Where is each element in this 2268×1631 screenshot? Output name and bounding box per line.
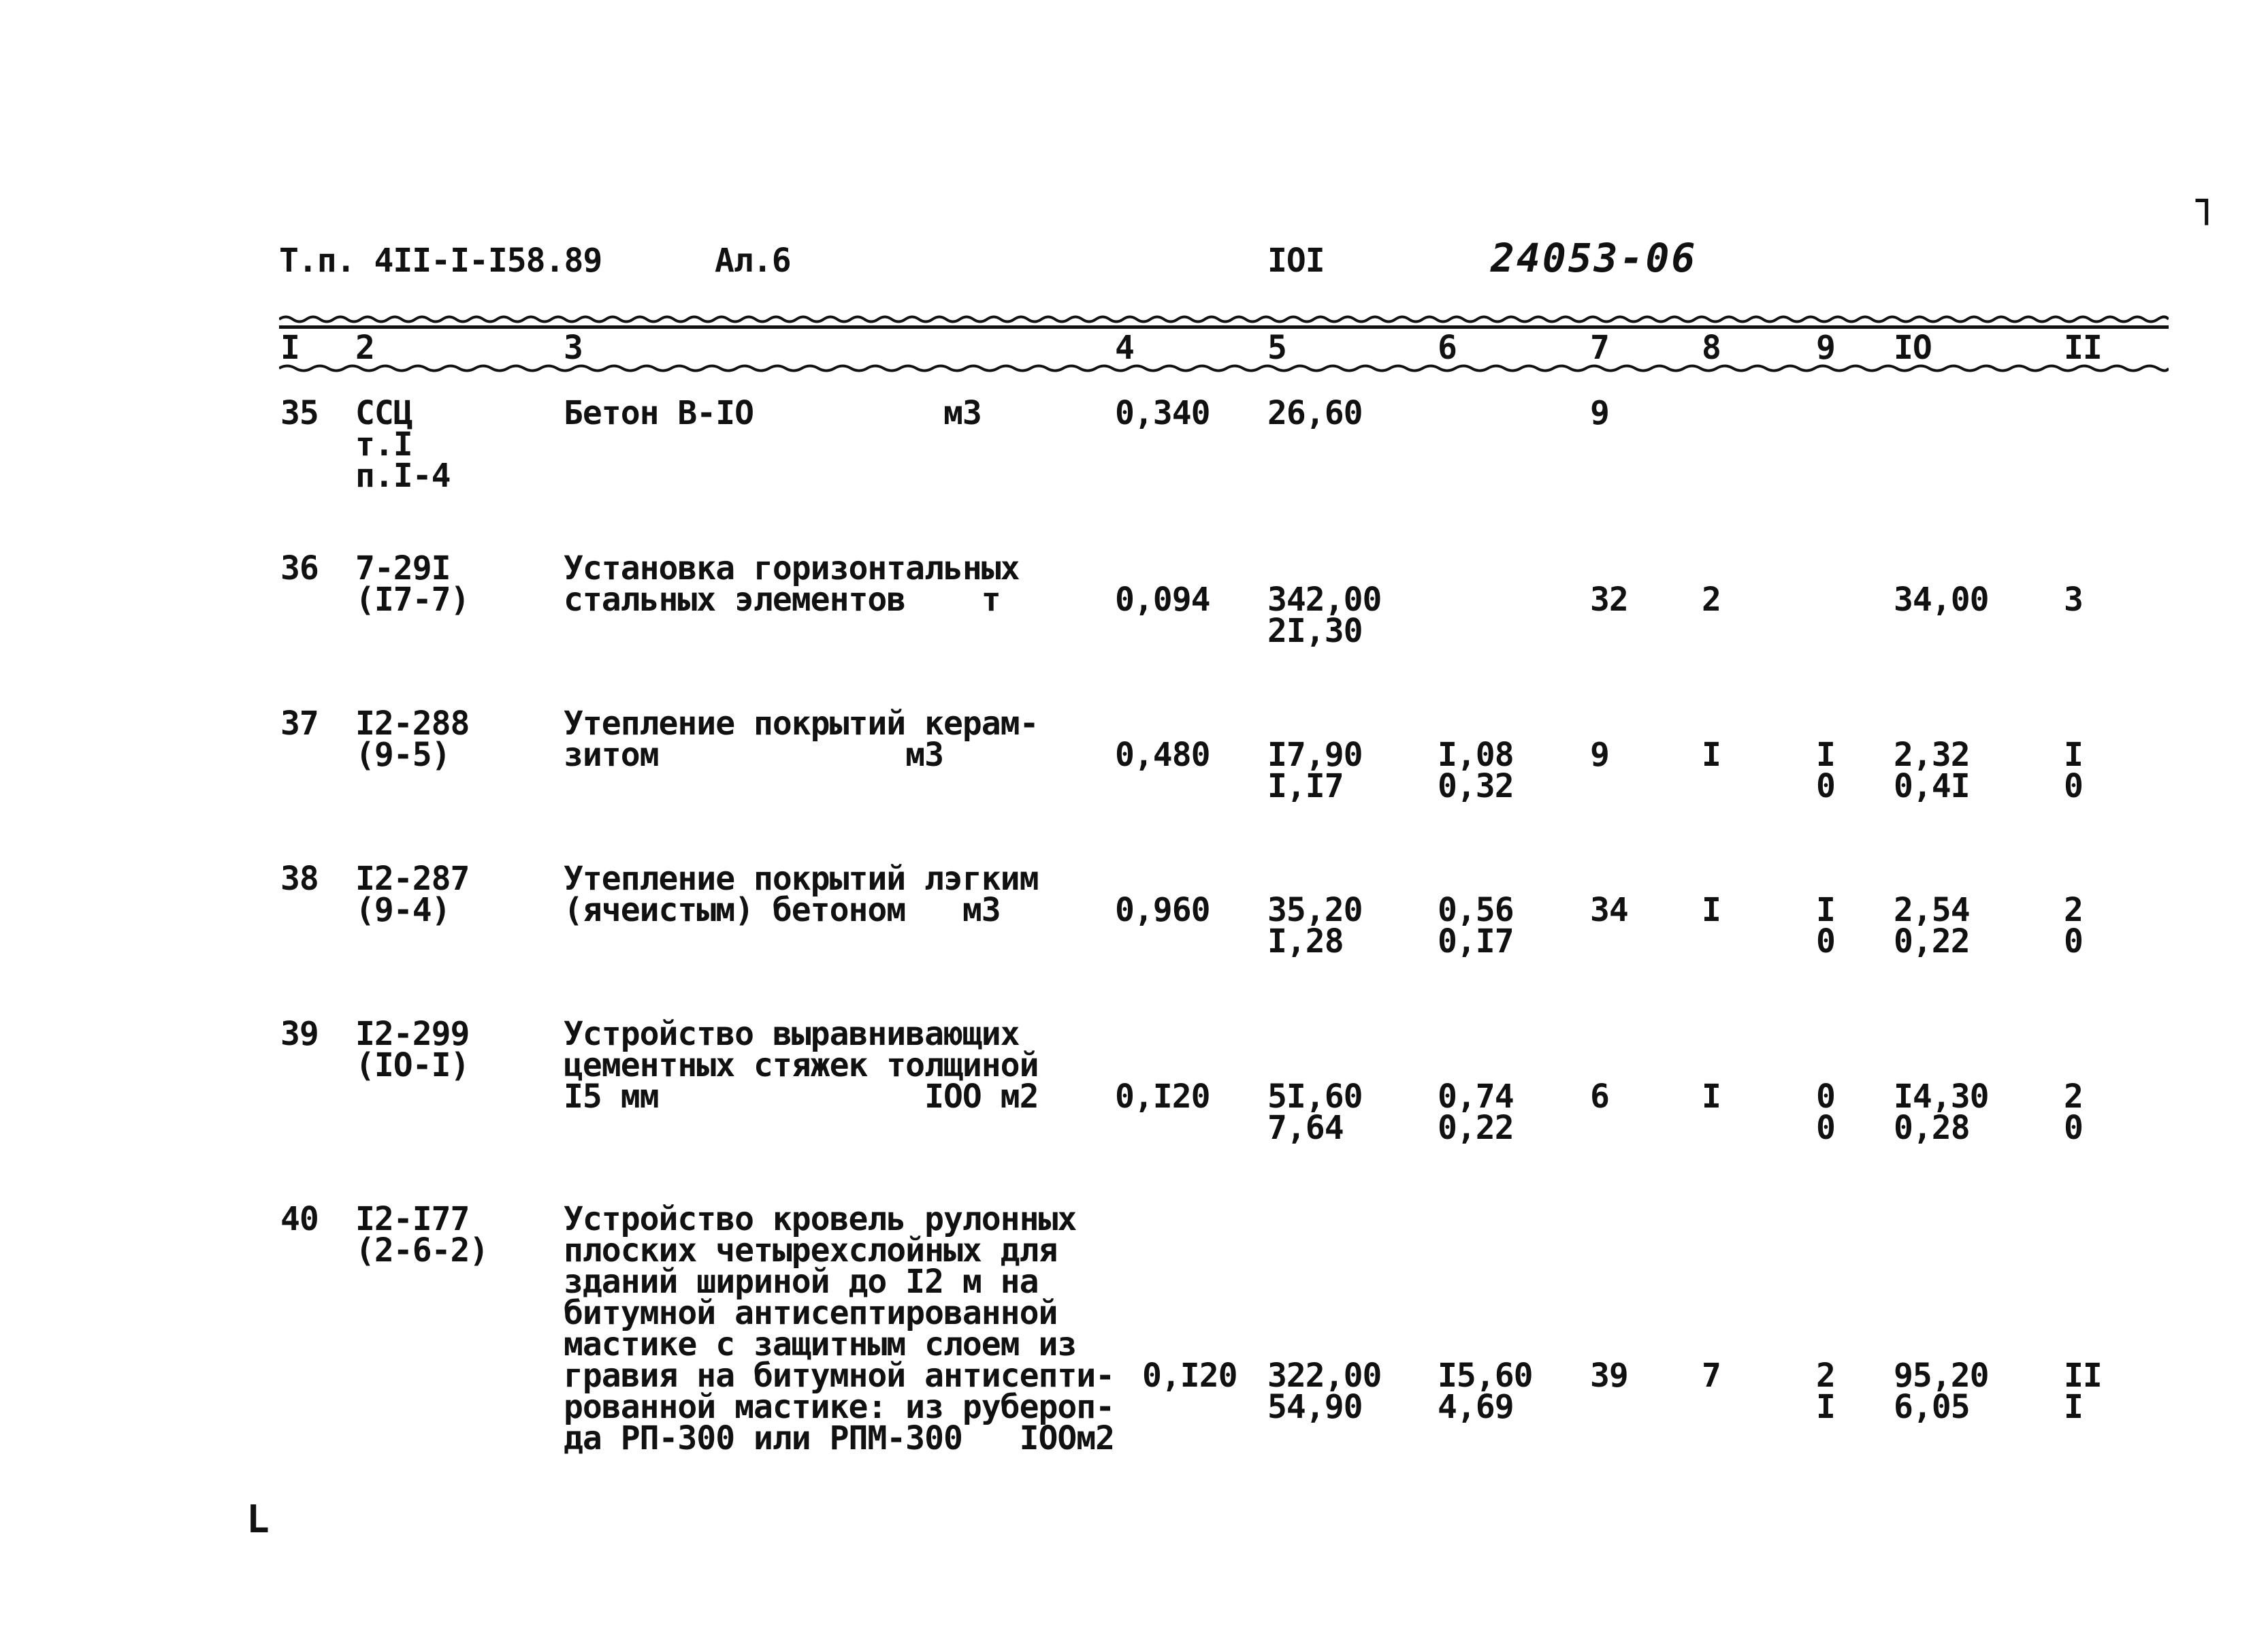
- row-code: (IO-I): [355, 1046, 470, 1084]
- row-col11: 0: [2064, 922, 2083, 960]
- row-description: битумной антисептированной: [564, 1294, 1058, 1332]
- column-number: I: [280, 329, 299, 367]
- row-col5: 35,20: [1267, 891, 1363, 929]
- row-quantity: 0,960: [1115, 891, 1210, 929]
- row-number: 37: [280, 705, 319, 743]
- row-quantity: 0,I20: [1115, 1078, 1210, 1116]
- row-col5: I,28: [1267, 922, 1344, 960]
- row-description: стальных элементов т: [564, 581, 1001, 619]
- row-code: п.I-4: [355, 457, 451, 495]
- row-col5: I,I7: [1267, 767, 1344, 805]
- row-col6: 4,69: [1438, 1388, 1514, 1426]
- row-code: I2-288: [355, 705, 470, 743]
- row-col9: 0: [1816, 922, 1835, 960]
- row-col6: 0,56: [1438, 891, 1514, 929]
- row-description: мастике с защитным слоем из: [564, 1325, 1077, 1363]
- page-number: IOI: [1267, 242, 1325, 280]
- row-col10: 95,20: [1894, 1357, 1989, 1395]
- row-code: т.I: [355, 425, 412, 464]
- column-number: 5: [1267, 329, 1286, 367]
- row-code: I2-299: [355, 1015, 470, 1053]
- row-code: ССЦ: [355, 394, 412, 432]
- row-col10: 6,05: [1894, 1388, 1970, 1426]
- row-col5: 342,00: [1267, 581, 1382, 619]
- row-description: Установка горизонтальных: [564, 549, 1020, 587]
- row-description: Устройство кровель рулонных: [564, 1200, 1077, 1238]
- column-number: 2: [355, 329, 374, 367]
- row-col10: 0,4I: [1894, 767, 1970, 805]
- row-col10: I4,30: [1894, 1078, 1989, 1116]
- row-col9: 0: [1816, 767, 1835, 805]
- top-rule: [279, 314, 2169, 324]
- corner-mark-top-right: ˥: [2190, 191, 2214, 235]
- row-col10: 0,28: [1894, 1109, 1970, 1147]
- row-col8: I: [1702, 736, 1721, 774]
- row-col6: I5,60: [1438, 1357, 1533, 1395]
- row-col5: 26,60: [1267, 394, 1363, 432]
- row-number: 40: [280, 1200, 319, 1238]
- row-col6: 0,I7: [1438, 922, 1514, 960]
- row-col9: 0: [1816, 1078, 1835, 1116]
- row-description: Устройство выравнивающих: [564, 1015, 1020, 1053]
- corner-mark-bottom-left: L: [246, 1498, 270, 1542]
- row-code: (9-5): [355, 736, 451, 774]
- row-col5: 5I,60: [1267, 1078, 1363, 1116]
- row-description: цементных стяжек толщиной: [564, 1046, 1039, 1084]
- row-col6: 0,32: [1438, 767, 1514, 805]
- row-number: 38: [280, 860, 319, 898]
- row-description: Утепление покрытий лэгким: [564, 860, 1039, 898]
- row-col5: I7,90: [1267, 736, 1363, 774]
- row-col10: 2,54: [1894, 891, 1970, 929]
- row-description: да РП-300 или РПМ-300 IOOм2: [564, 1419, 1115, 1457]
- row-col6: 0,74: [1438, 1078, 1514, 1116]
- sheet-label: Ал.6: [715, 242, 791, 280]
- row-code: 7-29I: [355, 549, 451, 587]
- row-number: 39: [280, 1015, 319, 1053]
- row-col11: I: [2064, 1388, 2083, 1426]
- row-col9: I: [1816, 891, 1835, 929]
- row-quantity: 0,I20: [1142, 1357, 1237, 1395]
- row-number: 36: [280, 549, 319, 587]
- row-description: I5 мм IOO м2: [564, 1078, 1039, 1116]
- row-col11: 0: [2064, 767, 2083, 805]
- column-number: II: [2064, 329, 2102, 367]
- column-number: 6: [1438, 329, 1457, 367]
- row-col11: 2: [2064, 891, 2083, 929]
- row-col9: I: [1816, 1388, 1835, 1426]
- row-code: I2-287: [355, 860, 470, 898]
- row-col10: 2,32: [1894, 736, 1970, 774]
- row-col7: 9: [1590, 394, 1609, 432]
- column-number: IO: [1894, 329, 1932, 367]
- row-description: рованной мастике: из рубероп-: [564, 1388, 1115, 1426]
- row-code: I2-I77: [355, 1200, 470, 1238]
- row-description: зданий шириной до I2 м на: [564, 1263, 1039, 1301]
- row-description: (ячеистым) бетоном м3: [564, 891, 1001, 929]
- row-col7: 34: [1590, 891, 1628, 929]
- row-col8: 7: [1702, 1357, 1721, 1395]
- row-col8: I: [1702, 891, 1721, 929]
- row-col8: I: [1702, 1078, 1721, 1116]
- top-rule-solid: [279, 325, 2169, 329]
- row-description: Утепление покрытий керам-: [564, 705, 1039, 743]
- handwritten-number: 24053-06: [1491, 235, 1698, 281]
- row-col5: 322,00: [1267, 1357, 1382, 1395]
- row-code: (2-6-2): [355, 1231, 489, 1270]
- row-col11: 0: [2064, 1109, 2083, 1147]
- row-col10: 34,00: [1894, 581, 1989, 619]
- row-col5: 7,64: [1267, 1109, 1344, 1147]
- row-col7: 39: [1590, 1357, 1628, 1395]
- row-col11: II: [2064, 1357, 2102, 1395]
- row-col9: 2: [1816, 1357, 1835, 1395]
- row-col10: 0,22: [1894, 922, 1970, 960]
- row-quantity: 0,340: [1115, 394, 1210, 432]
- doc-code: Т.п. 4II-I-I58.89: [279, 242, 602, 280]
- row-col7: 9: [1590, 736, 1609, 774]
- row-col9: I: [1816, 736, 1835, 774]
- row-description: плоских четырехслойных для: [564, 1231, 1058, 1270]
- row-description: Бетон В-IO м3: [564, 394, 982, 432]
- row-col5: 2I,30: [1267, 612, 1363, 650]
- row-col7: 32: [1590, 581, 1628, 619]
- row-col7: 6: [1590, 1078, 1609, 1116]
- row-col6: 0,22: [1438, 1109, 1514, 1147]
- row-col11: 3: [2064, 581, 2083, 619]
- column-number: 9: [1816, 329, 1835, 367]
- column-number: 4: [1115, 329, 1134, 367]
- row-col8: 2: [1702, 581, 1721, 619]
- column-number: 3: [564, 329, 583, 367]
- column-number: 7: [1590, 329, 1609, 367]
- row-code: (I7-7): [355, 581, 470, 619]
- row-col9: 0: [1816, 1109, 1835, 1147]
- row-quantity: 0,094: [1115, 581, 1210, 619]
- row-col11: 2: [2064, 1078, 2083, 1116]
- row-col11: I: [2064, 736, 2083, 774]
- column-number: 8: [1702, 329, 1721, 367]
- header-underline: [279, 364, 2169, 373]
- row-number: 35: [280, 394, 319, 432]
- row-description: зитом м3: [564, 736, 943, 774]
- row-col6: I,08: [1438, 736, 1514, 774]
- row-code: (9-4): [355, 891, 451, 929]
- row-description: гравия на битумной антисепти-: [564, 1357, 1115, 1395]
- row-col5: 54,90: [1267, 1388, 1363, 1426]
- row-quantity: 0,480: [1115, 736, 1210, 774]
